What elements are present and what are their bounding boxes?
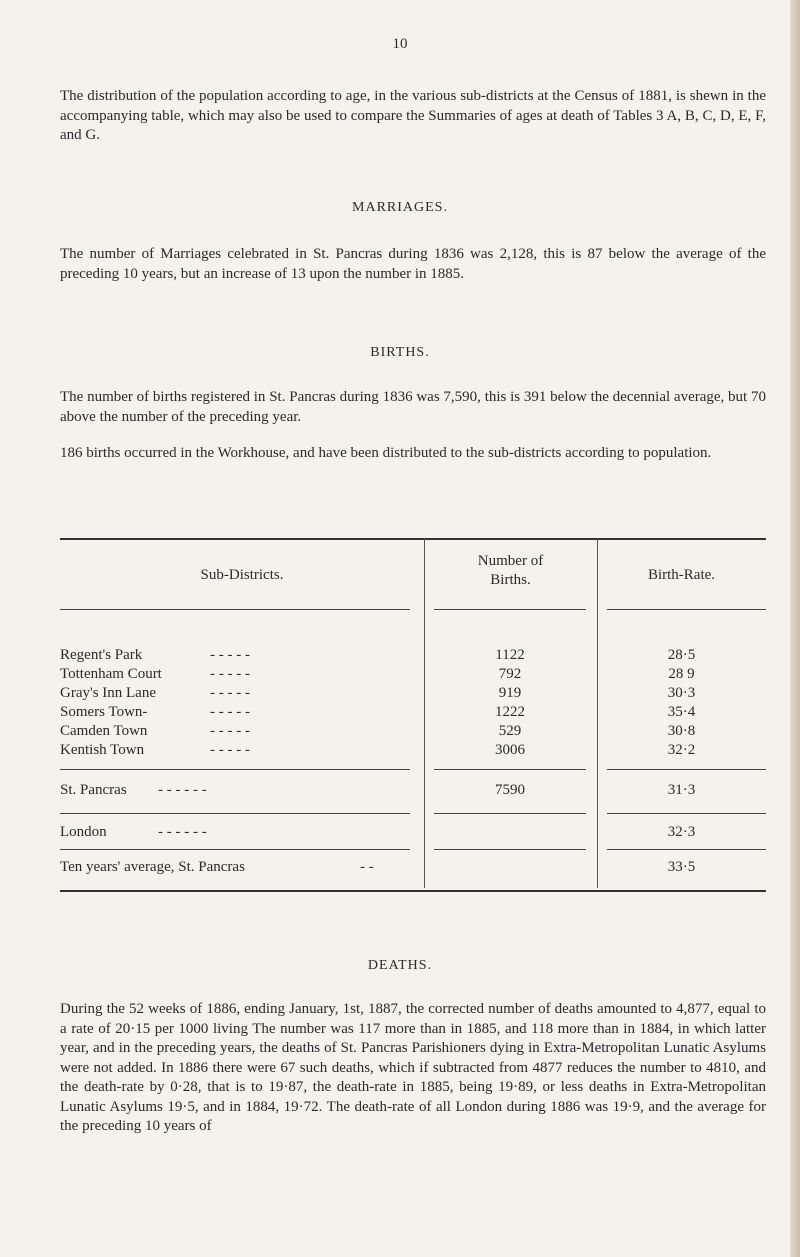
birth-rate-value: 30·3 — [667, 685, 696, 701]
total-births-value: 7590 — [495, 782, 525, 798]
births-value: 919 — [498, 685, 522, 701]
average-name: Ten years' average, St. Pancras — [60, 859, 245, 875]
leader-dots: - - - - - — [210, 742, 250, 758]
birth-rate-value: 28 9 — [668, 666, 695, 682]
section-rule — [434, 769, 586, 770]
average-row — [60, 859, 766, 878]
marriages-paragraph: The number of Marriages celebrated in St. Pancras during 1836 was 2,128, this is 87 below the average of the preceding 10 years, but an increase of 13 upon the number in 1885. — [60, 246, 766, 282]
section-rule — [60, 813, 410, 814]
sub-district-name: Somers Town- — [60, 704, 148, 720]
section-rule — [60, 769, 410, 770]
header-number-of-births — [424, 552, 597, 590]
leader-dots: - - — [360, 859, 374, 875]
header-birth-rate: Birth-Rate. — [647, 567, 716, 583]
births-workhouse-paragraph: 186 births occurred in the Workhouse, and have been distributed to the sub-districts according to population. — [60, 445, 712, 461]
header-number-of-births-line1: Number of — [477, 553, 544, 569]
leader-dots: - - - - - — [210, 704, 250, 720]
birth-rate-value: 30·8 — [667, 723, 696, 739]
section-rule — [60, 849, 410, 850]
birth-rate-value: 32·2 — [667, 742, 696, 758]
deaths-heading: DEATHS. — [367, 958, 433, 973]
births-value: 792 — [498, 666, 522, 682]
sub-district-name: Camden Town — [60, 723, 148, 739]
leader-dots: - - - - - — [210, 666, 250, 682]
section-rule — [434, 849, 586, 850]
leader-dots: - - - - - — [210, 723, 250, 739]
page-number: 10 — [392, 36, 408, 52]
section-rule — [607, 849, 766, 850]
page-edge — [790, 0, 800, 1257]
london-rate-value: 32·3 — [667, 824, 696, 840]
sub-district-name: Kentish Town — [60, 742, 145, 758]
header-rule — [60, 609, 410, 610]
london-row — [60, 824, 766, 843]
leader-dots: - - - - - - — [158, 824, 207, 840]
table-row — [60, 742, 766, 761]
section-rule — [434, 813, 586, 814]
total-name: St. Pancras — [60, 782, 127, 798]
total-row — [60, 782, 766, 801]
header-sub-districts: Sub-Districts. — [200, 567, 284, 583]
leader-dots: - - - - - — [210, 685, 250, 701]
births-value: 1122 — [495, 647, 525, 663]
leader-dots: - - - - - — [210, 647, 250, 663]
sub-district-name: Tottenham Court — [60, 666, 162, 682]
intro-paragraph: The distribution of the population according to age, in the various sub-districts at the Census of 1881, is shewn in the accompanying table, which may also be used to compare the Summaries of ages at death of Tables 3 A, B, C, D, E, F, and G. — [60, 88, 766, 143]
table-top-rule — [60, 538, 766, 540]
table-row — [60, 685, 766, 704]
header-number-of-births-line2: Births. — [490, 572, 531, 588]
table-row — [60, 704, 766, 723]
births-heading: BIRTHS. — [370, 345, 430, 360]
table-row — [60, 647, 766, 666]
table-bottom-rule — [60, 890, 766, 892]
header-rule — [607, 609, 766, 610]
deaths-paragraph: During the 52 weeks of 1886, ending January, 1st, 1887, the corrected number of deaths amounted to 4,877, equal to a rate of 20·15 per 1000 living The number was 117 more than in 1885, and 118 more than in 1884, in which latter year, and in the preceding years, the deaths of St. Pancras Parishioners dying in Extra-Metropolitan Lunatic Asylums were not added. In 1886 there were 67 such deaths, which if subtracted from 4877 reduces the number to 4810, and the death-rate by 0·28, that is to 19·87, the death-rate in 1885, being 19·89, or less deaths in Extra-Metropolitan Lunatic Asylums 19·5, and in 1884, 19·72. The death-rate of all London during 1886 was 19·9, and the average for the preceding 10 years of — [60, 1001, 766, 1134]
total-rate-value: 31·3 — [667, 782, 696, 798]
births-table — [60, 538, 766, 893]
table-row — [60, 666, 766, 685]
section-rule — [607, 769, 766, 770]
sub-district-name: Regent's Park — [60, 647, 143, 663]
births-paragraph: The number of births registered in St. Pancras during 1836 was 7,590, this is 391 below the decennial average, but 70 above the number of the preceding year. — [60, 389, 766, 425]
births-value: 1222 — [495, 704, 525, 720]
header-rule — [434, 609, 586, 610]
leader-dots: - - - - - - — [158, 782, 207, 798]
average-rate-value: 33·5 — [667, 859, 696, 875]
births-value: 529 — [498, 723, 522, 739]
london-name: London — [60, 824, 107, 840]
sub-district-name: Gray's Inn Lane — [60, 685, 156, 701]
births-value: 3006 — [495, 742, 525, 758]
birth-rate-value: 35·4 — [667, 704, 696, 720]
birth-rate-value: 28·5 — [667, 647, 696, 663]
section-rule — [607, 813, 766, 814]
marriages-heading: MARRIAGES. — [352, 200, 448, 215]
table-row — [60, 723, 766, 742]
